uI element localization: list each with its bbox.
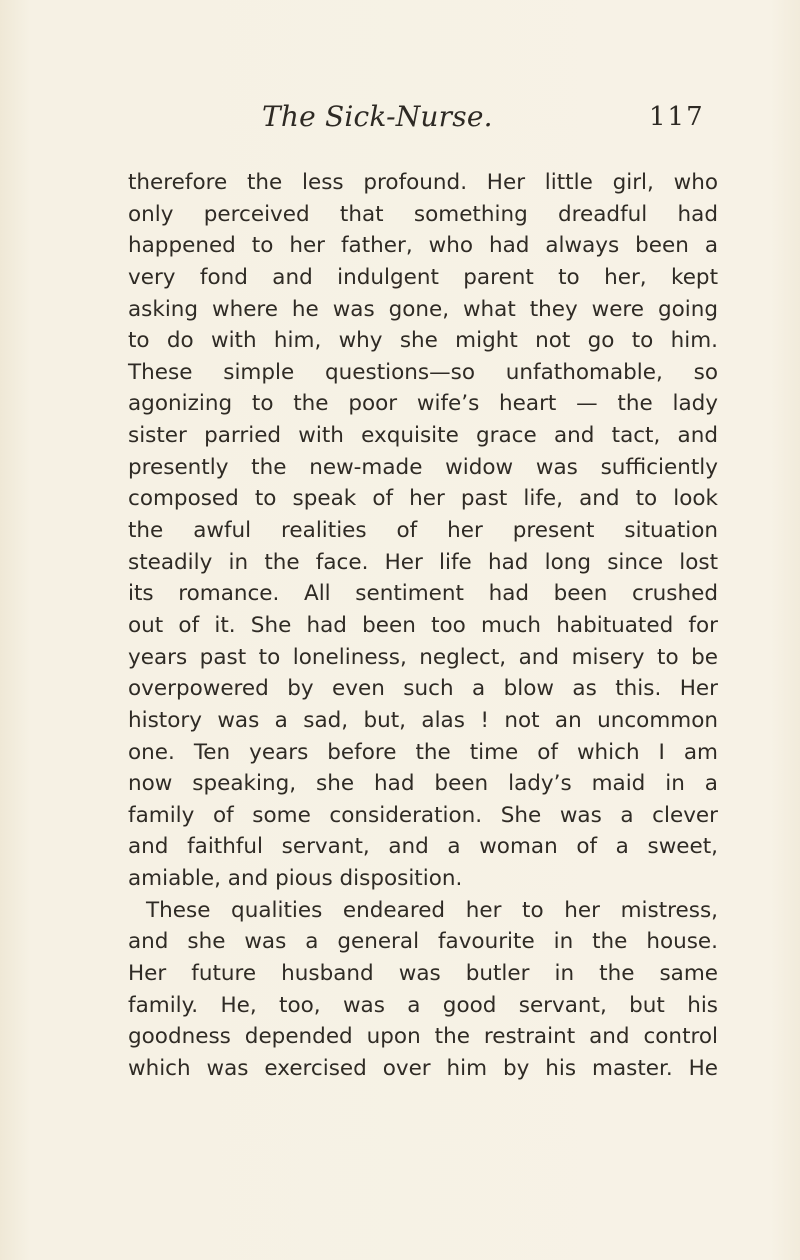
text-line: to do with him, why she might not go to him. bbox=[128, 328, 718, 354]
text-line: presently the new-made widow was sufficiently bbox=[128, 454, 718, 480]
text-line: history was a sad, but, alas ! not an uncommon bbox=[128, 707, 718, 733]
text-line: now speaking, she had been lady’s maid in a bbox=[128, 771, 718, 797]
text-line: years past to loneliness, neglect, and misery to be bbox=[128, 644, 718, 670]
text-line: which was exercised over him by his master. He bbox=[128, 1055, 718, 1081]
text-line: only perceived that something dreadful had bbox=[128, 201, 718, 227]
text-line: and she was a general favourite in the house. bbox=[128, 929, 718, 955]
text-line: goodness depended upon the restraint and control bbox=[128, 1024, 718, 1050]
text-line: agonizing to the poor wife’s heart — the lady bbox=[128, 391, 718, 417]
text-line: family of some consideration. She was a clever bbox=[128, 802, 718, 828]
text-line: and faithful servant, and a woman of a sweet, bbox=[128, 834, 718, 860]
page-number: 117 bbox=[649, 102, 705, 132]
text-line: the awful realities of her present situation bbox=[128, 518, 718, 544]
text-line: overpowered by even such a blow as this. Her bbox=[128, 676, 718, 702]
text-line: happened to her father, who had always been a bbox=[128, 233, 718, 259]
text-line: amiable, and pious disposition. bbox=[128, 866, 463, 892]
body-text bbox=[128, 167, 718, 1085]
text-line: These qualities endeared her to her mistress, bbox=[146, 897, 718, 923]
text-line: sister parried with exquisite grace and tact, and bbox=[128, 423, 718, 449]
text-line: These simple questions—so unfathomable, so bbox=[128, 359, 718, 385]
running-head: The Sick-Nurse. bbox=[262, 100, 493, 133]
text-line: one. Ten years before the time of which I am bbox=[128, 739, 718, 765]
page-header bbox=[0, 100, 800, 140]
text-line: out of it. She had been too much habituated for bbox=[128, 612, 718, 638]
text-line: asking where he was gone, what they were going bbox=[128, 296, 718, 322]
text-line: family. He, too, was a good servant, but his bbox=[128, 992, 718, 1018]
text-line: Her future husband was butler in the same bbox=[128, 961, 718, 987]
text-line: very fond and indulgent parent to her, kept bbox=[128, 264, 718, 290]
text-line: therefore the less profound. Her little girl, who bbox=[128, 170, 718, 195]
text-line: steadily in the face. Her life had long since lost bbox=[128, 549, 718, 575]
text-line: its romance. All sentiment had been crushed bbox=[128, 581, 718, 607]
text-line: composed to speak of her past life, and to look bbox=[128, 486, 718, 512]
